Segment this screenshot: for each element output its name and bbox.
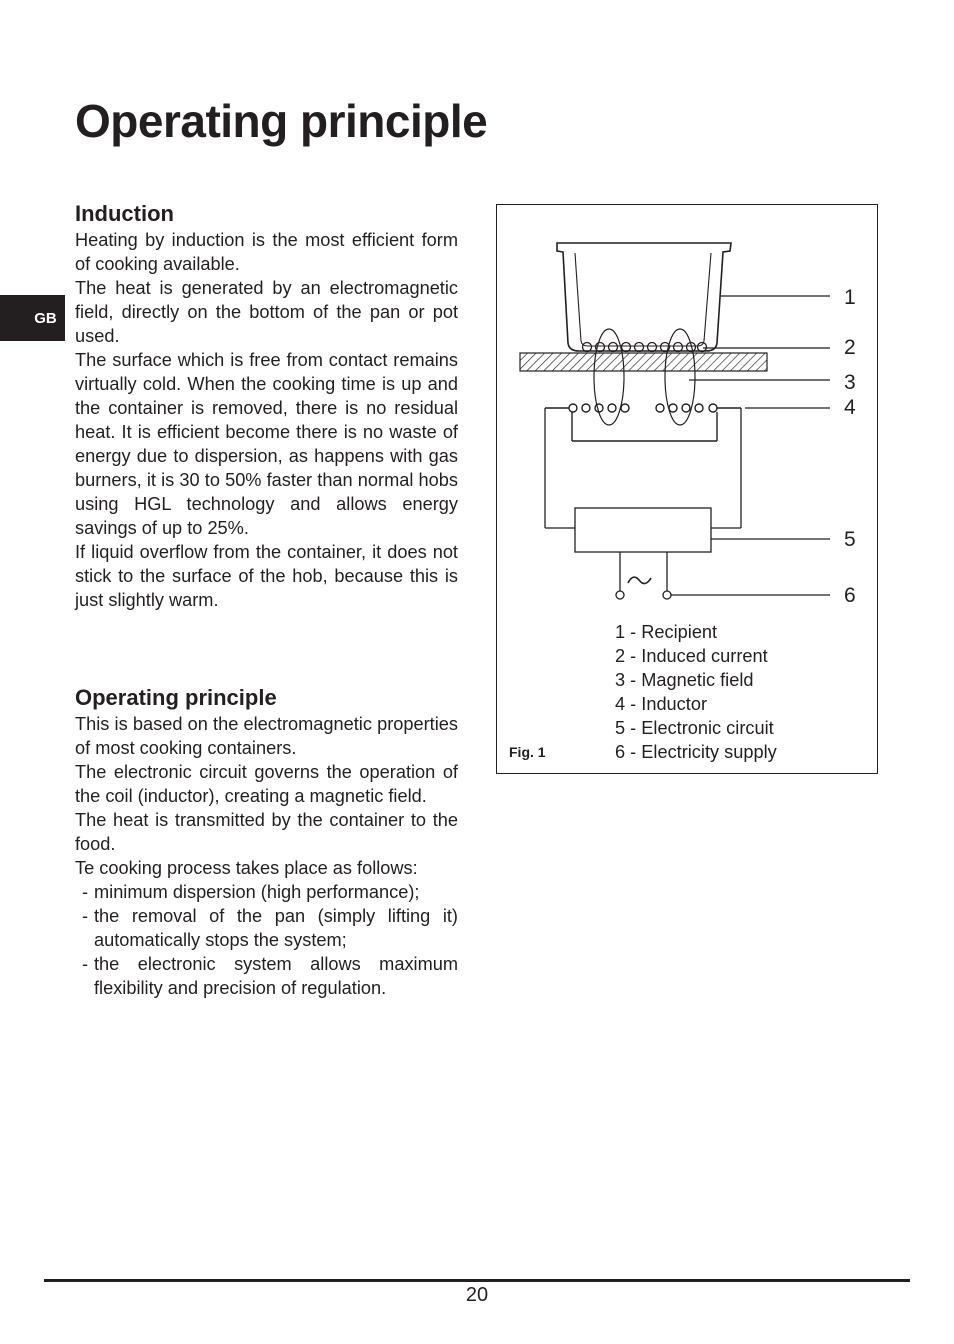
list-item-text: the electronic system allows maximum flexibility and precision of regulation.: [94, 954, 458, 998]
induction-heading: Induction: [75, 201, 174, 226]
pot-illustration: [557, 243, 731, 351]
operating-principle-paragraph: The heat is transmitted by the container to the food.: [75, 810, 458, 854]
process-list: [75, 880, 458, 1000]
bullet-marker: -: [82, 882, 89, 902]
figure-label: Fig. 1: [509, 744, 546, 760]
induction-paragraph: The surface which is free from contact remains virtually cold. When the cooking time is up and the container is removed, there is no residual heat. It is efficient become there is no waste of energy due to dispersion, as happens with gas burners, it is 30 to 50% faster than normal hobs using HGL technology and allows energy savings of up to 25%.: [75, 350, 458, 538]
induction-paragraph: If liquid overflow from the container, it does not stick to the surface of the hob, because this is just slightly warm.: [75, 542, 458, 610]
electronic-circuit-box: [575, 508, 711, 552]
callout-leader-lines: [671, 296, 830, 595]
footer-rule: [44, 1279, 910, 1282]
operating-principle-paragraph: This is based on the electromagnetic properties of most cooking containers.: [75, 714, 458, 758]
legend-item: 6 - Electricity supply: [615, 742, 777, 762]
operating-principle-paragraph: Te cooking process takes place as follows:: [75, 858, 418, 878]
callout-number-4: 4: [844, 396, 856, 419]
callout-number-2: 2: [844, 336, 856, 359]
legend-item: 3 - Magnetic field: [615, 670, 754, 690]
induction-section: [75, 200, 458, 612]
inductor-coil: [545, 404, 741, 441]
operating-principle-heading: Operating principle: [75, 685, 277, 710]
electricity-supply: [616, 552, 671, 599]
hob-surface: [520, 353, 767, 371]
list-item-text: the removal of the pan (simply lifting it) automatically stops the system;: [94, 906, 458, 950]
induced-current-coils: [583, 343, 707, 352]
figure-legend: [615, 620, 777, 764]
list-item: [75, 904, 458, 952]
language-tab: GB: [0, 295, 65, 341]
list-item-text: minimum dispersion (high performance);: [94, 882, 420, 902]
induction-paragraph: Heating by induction is the most efficient form of cooking available.: [75, 230, 458, 274]
page-number: 20: [465, 1284, 489, 1306]
callout-number-6: 6: [844, 584, 856, 607]
bullet-marker: -: [82, 954, 89, 974]
callout-number-3: 3: [844, 371, 856, 394]
legend-item: 1 - Recipient: [615, 622, 718, 642]
callout-number-1: 1: [844, 286, 856, 309]
legend-item: 2 - Induced current: [615, 646, 768, 666]
legend-item: 4 - Inductor: [615, 694, 707, 714]
legend-item: 5 - Electronic circuit: [615, 718, 774, 738]
induction-paragraph: The heat is generated by an electromagnetic field, directly on the bottom of the pan or pot used.: [75, 278, 458, 346]
page-title: Operating principle: [75, 95, 488, 147]
list-item: [75, 952, 458, 1000]
figure-box: [496, 204, 878, 774]
operating-principle-paragraph: The electronic circuit governs the operation of the coil (inductor), creating a magnetic field.: [75, 762, 458, 806]
operating-principle-section: [75, 684, 458, 1000]
list-item: [75, 880, 458, 904]
callout-number-5: 5: [844, 528, 856, 551]
bullet-marker: -: [82, 906, 89, 926]
